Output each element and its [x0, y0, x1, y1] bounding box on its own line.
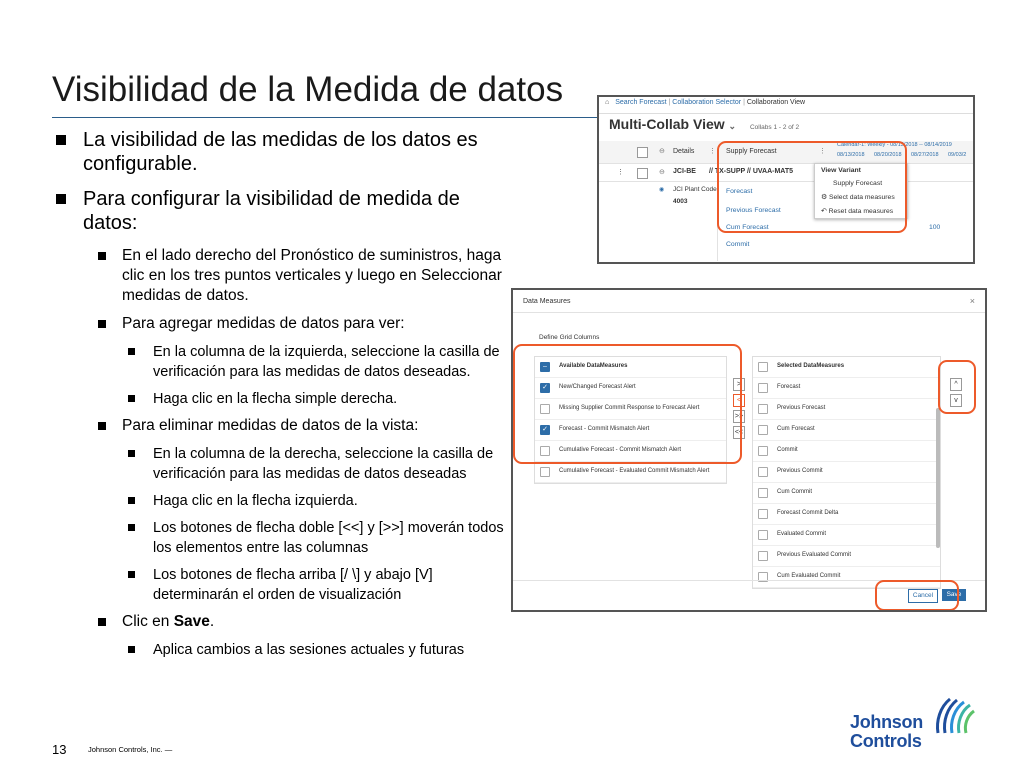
measure-forecast[interactable]: Forecast — [726, 188, 753, 195]
item-label: Commit — [777, 447, 798, 453]
bullet-text: Para configurar la visibilidad de medida de datos: — [83, 188, 460, 234]
bullet-square-icon — [128, 571, 135, 578]
logo-line1: Johnson — [850, 712, 923, 732]
save-keyword: Save — [173, 613, 210, 630]
highlight-box — [875, 580, 959, 611]
move-down-button[interactable]: v — [950, 394, 962, 407]
bullet-square-icon — [128, 348, 135, 355]
divider — [513, 312, 985, 313]
johnson-controls-logo — [850, 697, 978, 757]
eye-icon[interactable]: ◉ — [659, 187, 665, 193]
bullet-square-icon — [98, 618, 106, 626]
item-label: Cum Forecast — [777, 426, 815, 432]
item-checkbox[interactable]: ✓ — [540, 383, 550, 393]
item-checkbox[interactable] — [758, 509, 768, 519]
chevron-down-icon[interactable]: ⌄ — [728, 121, 737, 131]
list-item[interactable] — [753, 462, 940, 483]
item-label: Previous Evaluated Commit — [777, 552, 852, 558]
list-item[interactable] — [753, 525, 940, 546]
logo-line2: Controls — [850, 731, 922, 751]
item-label: New/Changed Forecast Alert — [559, 384, 636, 390]
logo-swoosh-icon — [932, 697, 976, 737]
bullet-text: Haga clic en la flecha izquierda. — [153, 493, 358, 509]
bullet-l2 — [56, 314, 508, 334]
breadcrumb-item[interactable]: Collaboration Selector — [672, 99, 742, 106]
list-item[interactable] — [535, 462, 726, 483]
bullet-l1 — [56, 187, 508, 235]
list-item[interactable] — [753, 378, 940, 399]
view-title: Multi-Collab View — [609, 116, 725, 132]
section-title: Define Grid Columns — [539, 334, 600, 341]
bullet-square-icon — [128, 524, 135, 531]
list-item[interactable] — [753, 504, 940, 525]
collapse-icon[interactable]: ⊖ — [659, 169, 665, 176]
bullet-text: Los botones de flecha arriba [/ \] y abajo [V] determinarán el orden de visualización — [153, 567, 433, 603]
bullet-l3 — [56, 444, 508, 484]
bullet-l2 — [56, 416, 508, 436]
item-label: Forecast - Commit Mismatch Alert — [559, 426, 650, 432]
bullet-text: Los botones de flecha doble [<<] y [>>] moverán todos los elementos entre las columnas — [153, 520, 504, 556]
measure-commit[interactable]: Commit — [726, 241, 750, 248]
page-number: 13 — [52, 742, 67, 757]
item-label: Missing Supplier Commit Response to Forecast Alert — [559, 405, 700, 411]
bullet-square-icon — [128, 497, 135, 504]
item-checkbox[interactable] — [758, 530, 768, 540]
item-checkbox[interactable] — [758, 425, 768, 435]
calendar-header: Calendar-1: Weekly - 08/13/2018 -- 08/14/2019 — [837, 142, 952, 148]
bullet-l1 — [56, 128, 508, 176]
more-vertical-icon[interactable]: ⋮ — [709, 148, 716, 155]
col-details: Details — [673, 148, 695, 155]
date-col: 08/13/2018 — [837, 152, 865, 158]
more-vertical-icon[interactable]: ⋮ — [617, 169, 624, 176]
item-label: Cum Commit — [777, 489, 813, 495]
selected-list — [752, 356, 941, 589]
bullet-square-icon — [98, 252, 106, 260]
move-all-right-button[interactable]: >> — [733, 410, 745, 423]
save-button[interactable]: Save — [942, 589, 966, 601]
row-path: // TX-SUPP // UVAA-MAT5 — [709, 168, 794, 175]
bullet-square-icon — [56, 194, 66, 204]
bullet-l3 — [56, 491, 508, 511]
highlight-box — [938, 360, 976, 414]
menu-item-label: Select data measures — [828, 194, 895, 201]
menu-header: View Variant — [821, 167, 861, 174]
list-item[interactable] — [753, 483, 940, 504]
bullet-text: Aplica cambios a las sesiones actuales y futuras — [153, 642, 465, 658]
highlight-box — [717, 141, 907, 233]
list-item[interactable] — [753, 441, 940, 462]
item-label: Cumulative Forecast - Evaluated Commit Mismatch Alert — [559, 468, 710, 474]
item-checkbox[interactable]: ✓ — [540, 425, 550, 435]
collabs-count: Collabs 1 - 2 of 2 — [749, 124, 800, 131]
row-id: JCI-BE — [673, 168, 696, 175]
list-item[interactable] — [753, 546, 940, 567]
collapse-icon[interactable]: ⊖ — [659, 148, 665, 155]
menu-item-label: Reset data measures — [828, 208, 894, 215]
select-all-checkbox[interactable]: – — [540, 362, 550, 372]
item-checkbox[interactable] — [540, 467, 550, 477]
logo-wordmark — [850, 713, 923, 751]
cancel-button[interactable]: Cancel — [908, 589, 938, 603]
date-col: 08/20/2018 — [874, 152, 902, 158]
bullet-square-icon — [98, 422, 106, 430]
bullet-text: En la columna de la izquierda, seleccione la casilla de verificación para las medidas de datos deseadas. — [153, 344, 500, 380]
select-all-checkbox[interactable] — [758, 362, 768, 372]
item-checkbox[interactable] — [758, 488, 768, 498]
item-checkbox[interactable] — [758, 467, 768, 477]
list-item[interactable] — [753, 399, 940, 420]
close-icon[interactable]: × — [969, 296, 975, 306]
list-item[interactable] — [753, 420, 940, 441]
bullet-l2 — [56, 612, 508, 632]
plant-code-label: JCI Plant Code — [673, 186, 717, 193]
item-label: Cumulative Forecast - Commit Mismatch Alert — [559, 447, 682, 453]
bullet-l3 — [56, 565, 508, 605]
gear-icon: ⚙ — [821, 194, 828, 201]
item-checkbox[interactable] — [758, 446, 768, 456]
bullet-text: Para agregar medidas de datos para ver: — [122, 315, 405, 332]
measure-cum-forecast[interactable]: Cum Forecast — [726, 224, 769, 231]
screenshot-multi-collab-view — [597, 95, 975, 264]
header-label: Available DataMeasures — [559, 363, 628, 369]
move-left-button[interactable]: < — [733, 394, 745, 407]
slide-title: Visibilidad de la Medida de datos — [52, 70, 564, 109]
bullet-l3 — [56, 518, 508, 558]
view-header — [599, 114, 973, 142]
select-all-checkbox[interactable] — [637, 147, 648, 158]
measure-previous-forecast[interactable]: Previous Forecast — [726, 207, 781, 214]
bullet-square-icon — [98, 320, 106, 328]
breadcrumb-item-current: Collaboration View — [746, 99, 806, 106]
value-cell[interactable]: 100 — [929, 224, 941, 231]
plant-code-value: 4003 — [673, 198, 688, 205]
bullet-text-suffix: . — [209, 613, 215, 630]
move-up-button[interactable]: ^ — [950, 378, 962, 391]
scrollbar[interactable] — [936, 408, 940, 548]
date-col: 09/03/2 — [948, 152, 967, 158]
move-right-button[interactable]: > — [733, 378, 745, 391]
screenshot-data-measures-dialog — [511, 288, 987, 612]
bullet-text: En el lado derecho del Pronóstico de suministros, haga clic en los tres puntos verticales y luego en Seleccionar medidas de datos. — [122, 247, 502, 304]
bullet-square-icon — [128, 646, 135, 653]
company-footer: Johnson Controls, Inc. — — [88, 745, 173, 754]
more-vertical-icon[interactable]: ⋮ — [819, 148, 826, 155]
bullet-l3 — [56, 640, 508, 660]
item-checkbox[interactable] — [758, 404, 768, 414]
bullet-l3 — [56, 389, 508, 409]
move-all-left-button[interactable]: << — [733, 426, 745, 439]
bullet-text: La visibilidad de las medidas de los datos es configurable. — [83, 129, 478, 175]
item-label: Forecast — [777, 384, 801, 390]
item-label: Evaluated Commit — [777, 531, 827, 537]
dialog-title: Data Measures — [523, 298, 571, 305]
item-label: Previous Commit — [777, 468, 823, 474]
bullet-list — [56, 128, 508, 667]
selected-header — [753, 357, 940, 378]
bullet-square-icon — [128, 450, 135, 457]
breadcrumb-item[interactable]: Search Forecast — [615, 99, 667, 106]
bullet-l2 — [56, 246, 508, 306]
header-label: Selected DataMeasures — [777, 363, 845, 369]
bullet-square-icon — [56, 135, 66, 145]
title-divider — [52, 117, 608, 118]
breadcrumb: ⌂ Search Forecast | Collaboration Selector | Collaboration View — [599, 97, 973, 114]
bullet-l3 — [56, 342, 508, 382]
highlight-box — [513, 344, 742, 464]
item-label: Cum Evaluated Commit — [777, 573, 841, 579]
row-checkbox[interactable] — [637, 168, 648, 179]
bullet-text: Haga clic en la flecha simple derecha. — [153, 391, 398, 407]
item-label: Previous Forecast — [777, 405, 826, 411]
undo-icon: ↶ — [821, 208, 827, 215]
bullet-square-icon — [128, 395, 135, 402]
item-checkbox[interactable] — [758, 551, 768, 561]
bullet-text: Para eliminar medidas de datos de la vista: — [122, 417, 419, 434]
bullet-text-prefix: Clic en — [122, 613, 174, 630]
item-label: Forecast Commit Delta — [777, 510, 839, 516]
menu-item-supply-forecast[interactable]: Supply Forecast — [833, 180, 883, 187]
col-supply-forecast: Supply Forecast — [726, 148, 777, 155]
home-icon[interactable]: ⌂ — [605, 99, 610, 106]
date-col: 08/27/2018 — [911, 152, 939, 158]
item-checkbox[interactable] — [758, 383, 768, 393]
bullet-text: En la columna de la derecha, seleccione la casilla de verificación para las medidas de datos deseadas — [153, 446, 494, 482]
